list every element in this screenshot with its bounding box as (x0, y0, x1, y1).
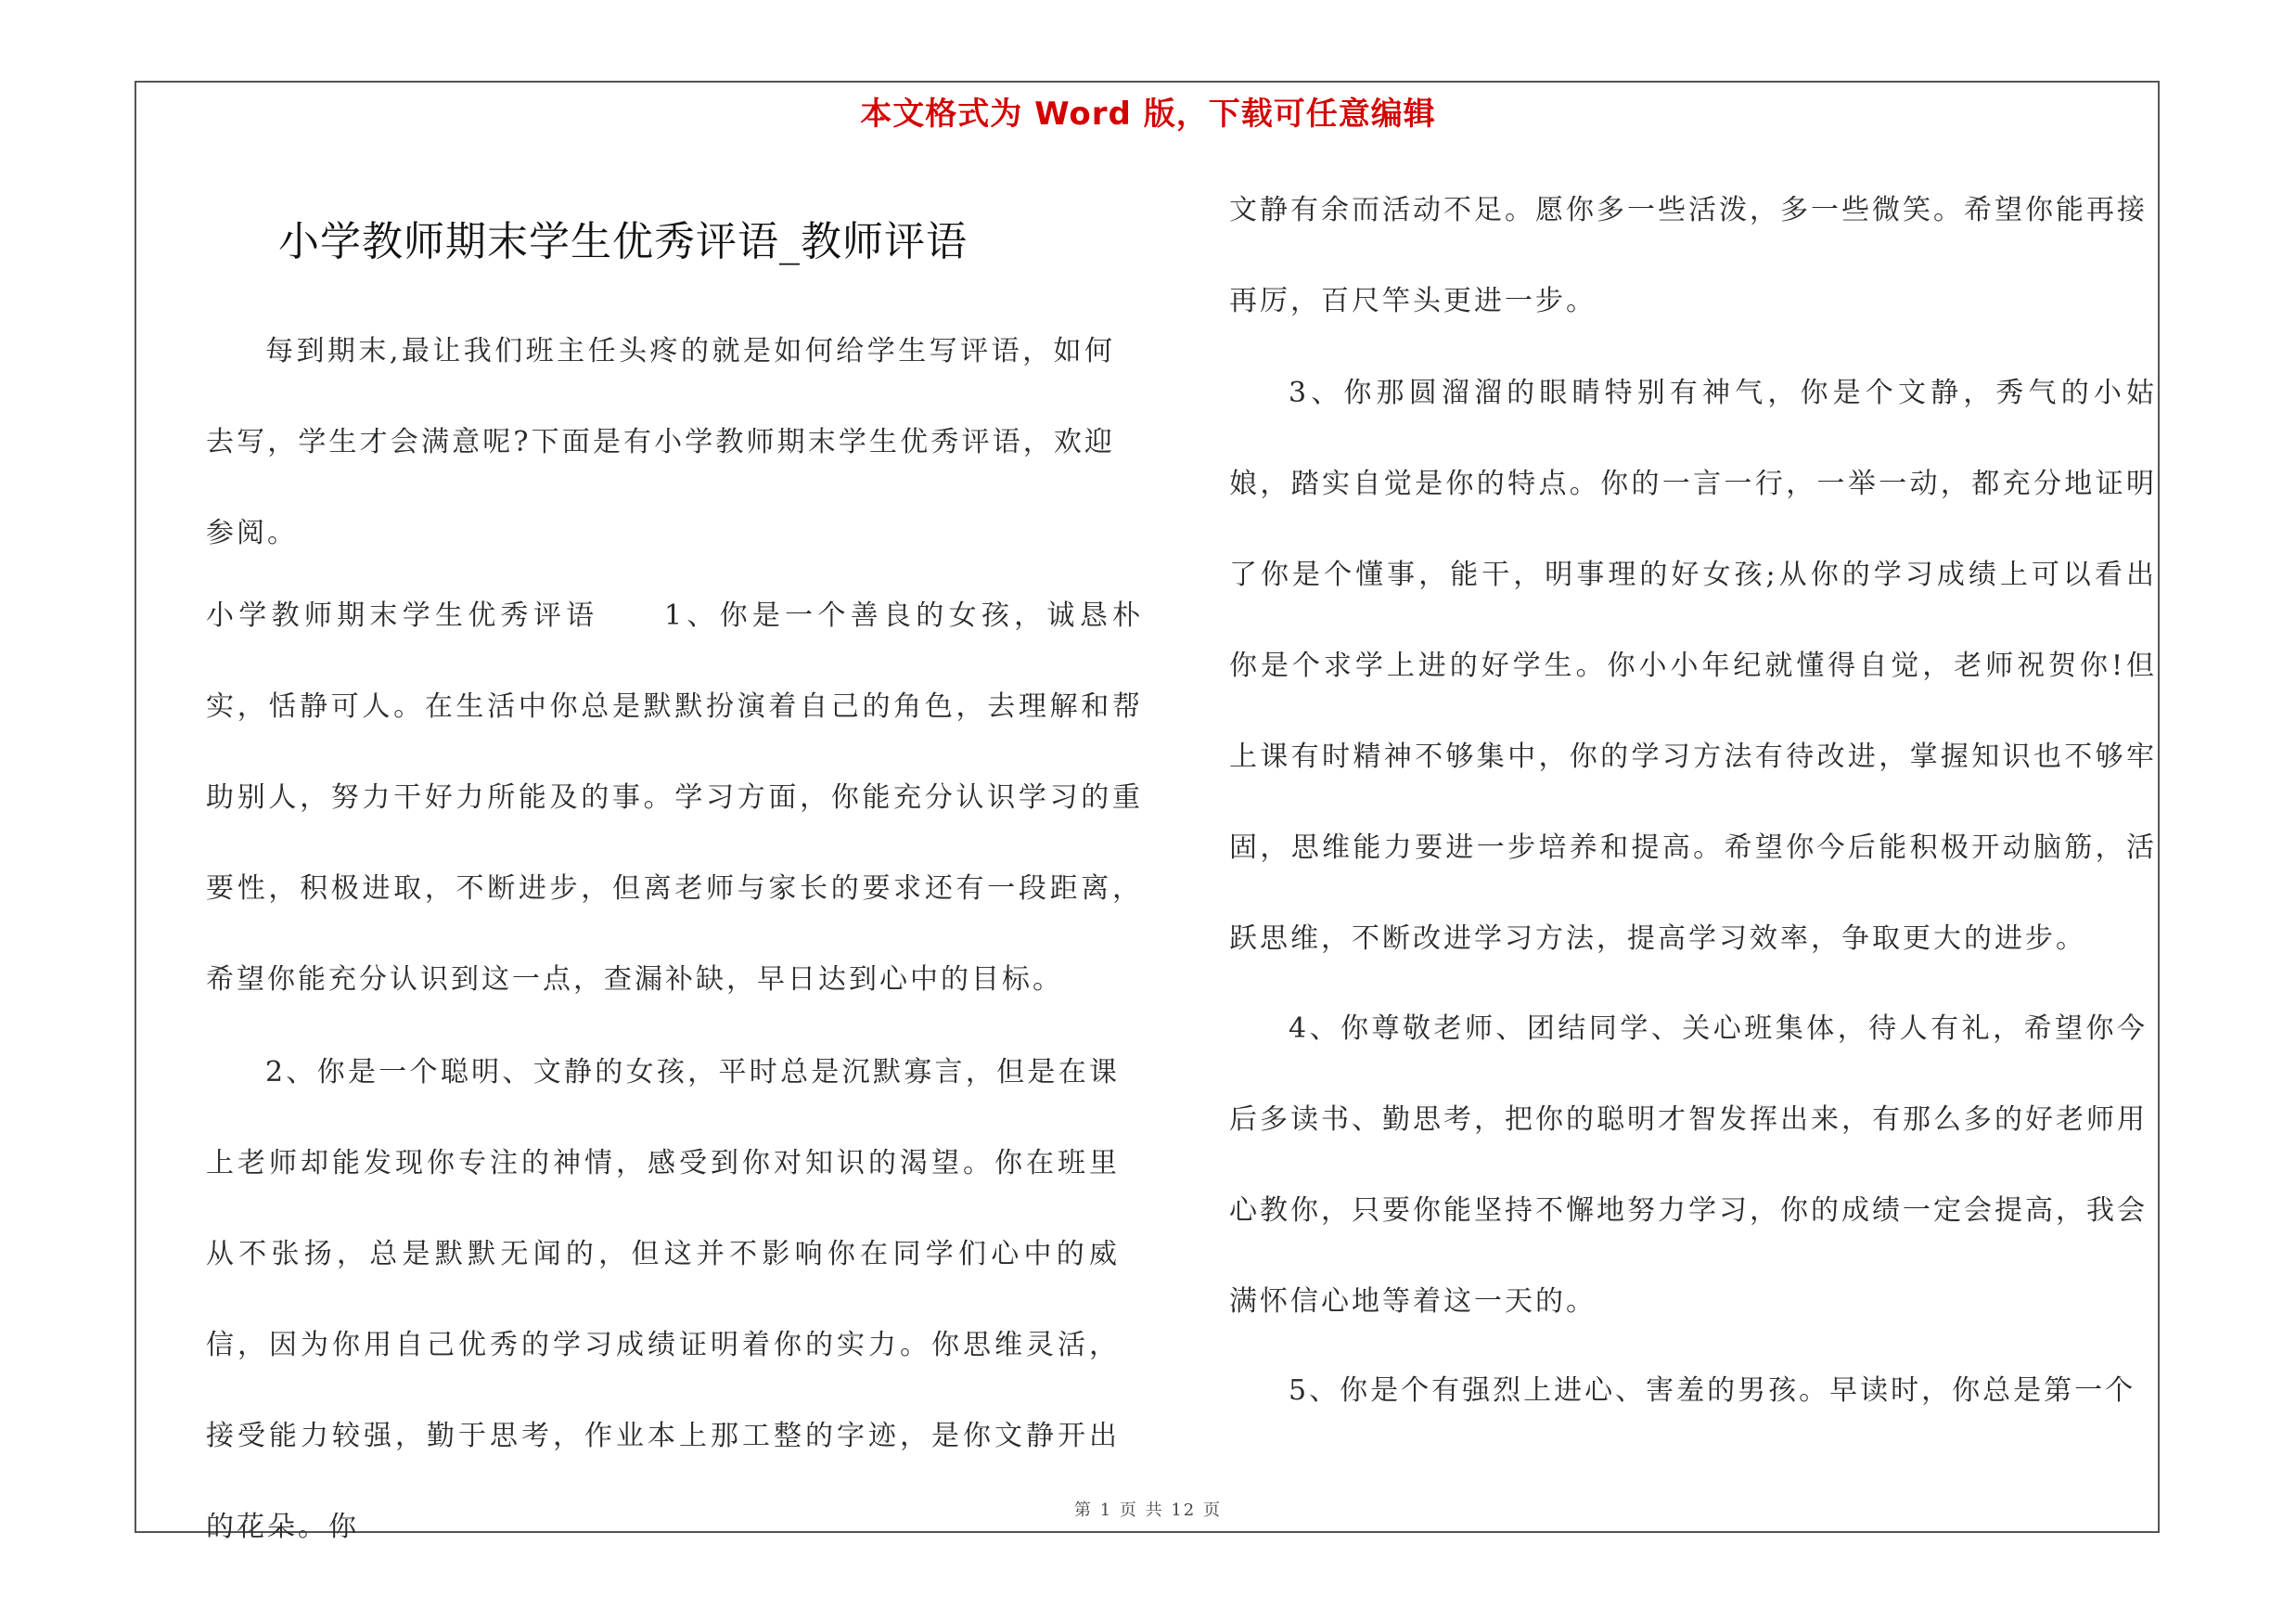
comment-paragraph-1: 小学教师期末学生优秀评语 1、你是一个善良的女孩，诚恳朴实，恬静可人。在生活中你总是默默扮演着自己的角色，去理解和帮助别人，努力干好力所能及的事。学习方面，你能充分认识学习的重要性，积极进取，不断进步，但离老师与家长的要求还有一段距离，希望你能充分认识到这一点，查漏补缺，早日达到心中的目标。 (206, 599, 1143, 996)
format-banner: 本文格式为 Word 版，下载可任意编辑 (860, 96, 1436, 133)
page-footer: 第 1 页 共 12 页 (1074, 1501, 1222, 1520)
continued-paragraph: 文静有余而活动不足。愿你多一些活泼，多一些微笑。希望你能再接再厉，百尺竿头更进一步。 (1229, 194, 2148, 317)
comment-paragraph-5: 5、你是个有强烈上进心、害羞的男孩。早读时，你总是第一个 (1289, 1374, 2136, 1407)
comment-paragraph-4: 4、你尊敬老师、团结同学、关心班集体，待人有礼，希望你今后多读书、勤思考，把你的聪明才智发挥出来，有那么多的好老师用心教你，只要你能坚持不懈地努力学习，你的成绩一定会提高，我会满怀信心地等着这一天的。 (1229, 1012, 2148, 1318)
intro-paragraph: 每到期末,最让我们班主任头疼的就是如何给学生写评语，如何去写，学生才会满意呢?下面是有小学教师期末学生优秀评语，欢迎参阅。 (206, 335, 1115, 549)
comment-paragraph-2: 2、你是一个聪明、文静的女孩，平时总是沉默寡言，但是在课上老师却能发现你专注的神情，感受到你对知识的渴望。你在班里从不张扬，总是默默无闻的，但这并不影响你在同学们心中的威信，因为你用自己优秀的学习成绩证明着你的实力。你思维灵活，接受能力较强，勤于思考，作业本上那工整的字迹，是你文静开出的花朵。你 (206, 1056, 1120, 1543)
comment-paragraph-3: 3、你那圆溜溜的眼睛特别有神气，你是个文静，秀气的小姑娘，踏实自觉是你的特点。你的一言一行，一举一动，都充分地证明了你是个懂事，能干，明事理的好女孩;从你的学习成绩上可以看出你是个求学上进的好学生。你小小年纪就懂得自觉，老师祝贺你!但上课有时精神不够集中，你的学习方法有待改进，掌握知识也不够牢固，思维能力要进一步培养和提高。希望你今后能积极开动脑筋，活跃思维，不断改进学习方法，提高学习效率，争取更大的进步。 (1229, 377, 2157, 955)
document-title: 小学教师期末学生优秀评语_教师评语 (278, 218, 968, 265)
